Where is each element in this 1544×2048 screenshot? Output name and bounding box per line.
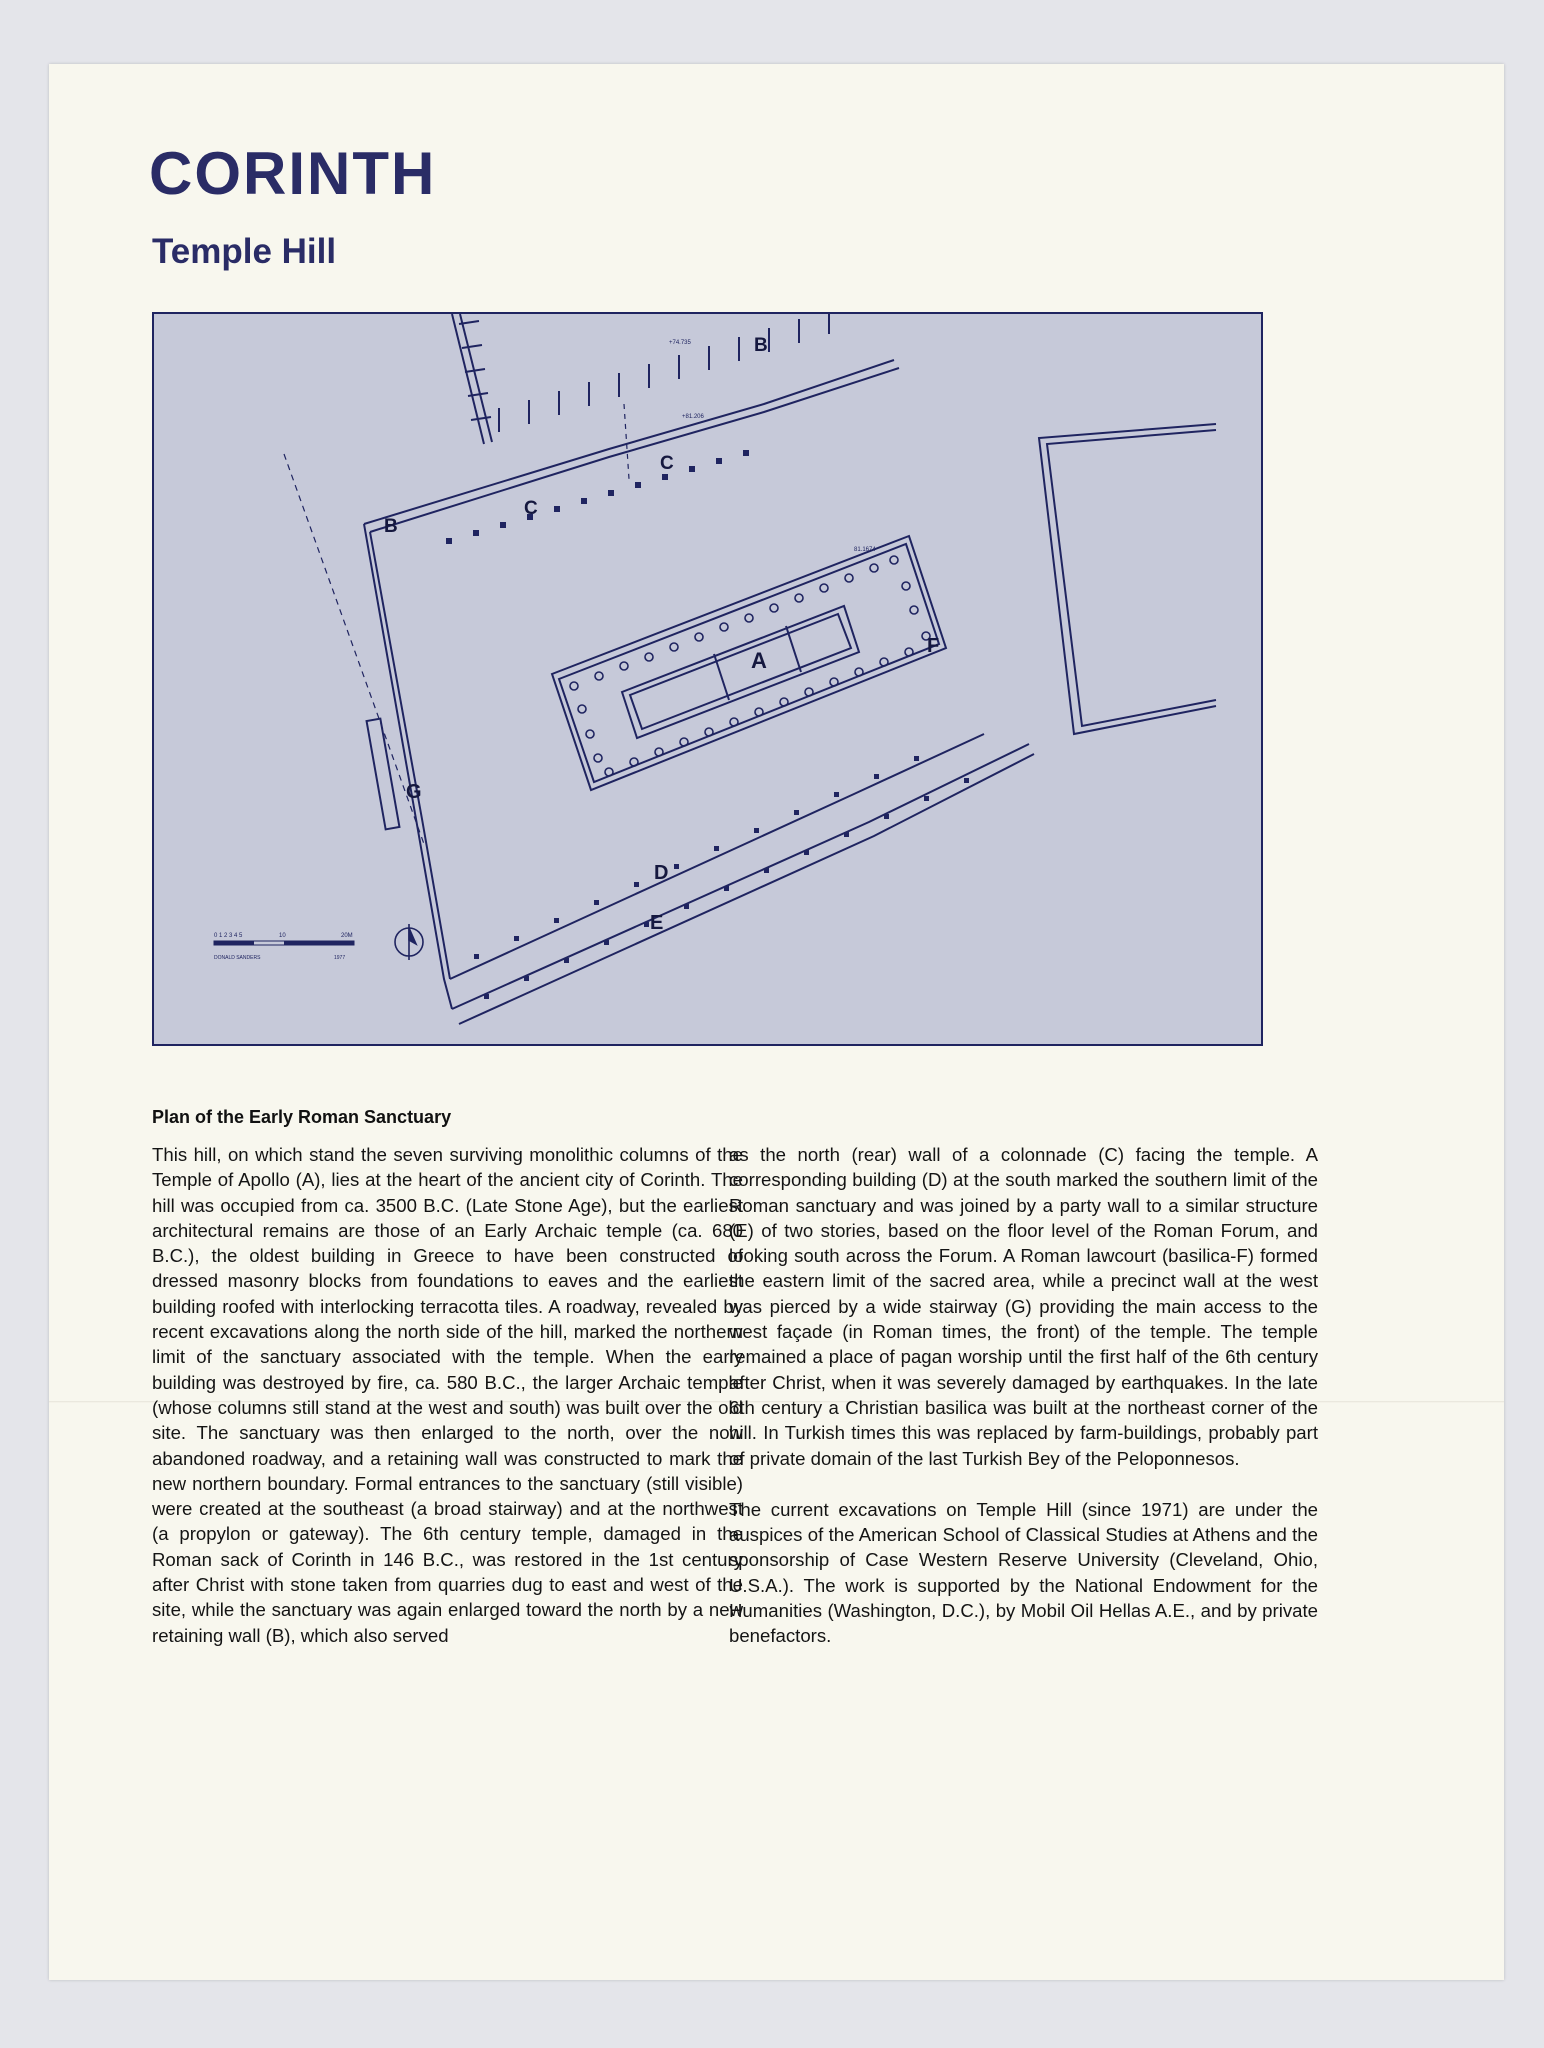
scale-numbers: 0 1 2 3 4 5 <box>214 933 243 939</box>
label-colonnade-c-east: C <box>660 453 674 474</box>
page-subtitle: Temple Hill <box>152 232 337 271</box>
north-wall-b <box>364 360 894 524</box>
label-wall-b-west: B <box>384 516 398 537</box>
south-building-d-wall <box>450 734 984 979</box>
scale-bar <box>214 933 354 961</box>
site-plan <box>152 312 1263 1046</box>
elevation-mark-3: 81.1674 <box>854 547 876 553</box>
label-basilica-f: F <box>927 635 940 657</box>
north-wall-b-inner <box>370 368 899 532</box>
south-colonnade-columns <box>474 756 969 999</box>
plan-caption: Plan of the Early Roman Sanctuary <box>152 1107 452 1127</box>
west-stairway-g <box>367 719 400 830</box>
northwest-rooms-wall-inner <box>460 314 492 442</box>
body-paragraph-right-2: The current excavations on Temple Hill (since 1971) are under the auspices of the American School of Classical Studies at Athens and the sponsorship of Case Western Reserve University (Cleveland, Ohio, U.S.A.). The work is supported by the National Endowment for the Humanities (Washington, D.C.), by Mobil Oil Hellas A.E., and by private benefactors. <box>729 1498 1318 1647</box>
label-temple-a: A <box>751 648 767 673</box>
body-paragraph-left: This hill, on which stand the seven surviving monolithic columns of the Temple of Apollo (A), lies at the heart of the ancient city of Corinth. The hill was occupied from ca. 3500 B.C. (Late Stone Age), but the earliest architectural remains are those of an Early Archaic temple (ca. 680 B.C.), the oldest building in Greece to have been constructed of dressed masonry blocks from foundations to eaves and the earliest building roofed with interlocking terracotta tiles. A roadway, revealed by recent excavations along the north side of the hill, marked the northern limit of the sanctuary associated with the temple. When the early building was destroyed by fire, ca. 580 B.C., the larger Archaic temple (whose columns still stand at the west and south) was built over the old site. The sanctuary was then enlarged to the north, over the now abandoned roadway, and a retaining wall was constructed to mark the new northern boundary. Formal entrances to the sanctuary (still visible) were created at the southeast (a broad stairway) and at the northwest (a propylon or gateway). The 6th century temple, damaged in the Roman sack of Corinth in 146 B.C., was restored in the 1st century after Christ with stone taken from quarries dug to east and west of the site, while the sanctuary was again enlarged toward the north by a new retaining wall (B), which also served <box>152 1144 743 1646</box>
northwest-rooms-wall <box>452 314 484 444</box>
page-title: CORINTH <box>149 140 437 207</box>
label-building-d: D <box>654 862 669 884</box>
elevation-mark-2: +81.206 <box>682 414 704 420</box>
drawing-year: 1977 <box>334 955 346 961</box>
south-building-e-wall <box>452 744 1029 1009</box>
survey-line-2 <box>624 404 629 479</box>
temple-a-cella <box>622 606 859 738</box>
temple-a-stylobate <box>559 544 939 782</box>
scale-mid: 10 <box>279 933 286 939</box>
south-building-e-inner <box>459 754 1034 1024</box>
temple-a-cella-divider-2 <box>786 626 801 672</box>
north-shop-cells <box>459 314 829 432</box>
west-wall <box>364 524 452 1009</box>
temple-a-columns <box>570 556 930 776</box>
north-arrow-icon <box>395 924 423 960</box>
basilica-f-wall <box>1039 424 1216 734</box>
label-wall-b-north: B <box>754 335 768 356</box>
basilica-f-inner <box>1047 430 1216 726</box>
body-column-right <box>729 1142 1318 1649</box>
colonnade-c-columns <box>446 450 749 544</box>
body-column-left <box>152 1142 743 1648</box>
temple-a-cella-divider <box>714 654 729 700</box>
label-building-e: E <box>650 912 664 934</box>
elevation-mark-1: +74.735 <box>669 340 691 346</box>
label-colonnade-c-west: C <box>524 498 538 519</box>
scale-end: 20M <box>341 933 353 939</box>
temple-a-euthynteria <box>552 536 946 790</box>
west-wall-inner <box>370 532 450 979</box>
drafter-credit: DONALD SANDERS <box>214 955 261 961</box>
body-paragraph-right-1: as the north (rear) wall of a colonnade (C) facing the temple. A corresponding building (D) at the south marked the southern limit of the Roman sanctuary and was joined by a party wall to a similar structure (E) of two stories, based on the floor level of the Roman Forum, and looking south across the Forum. A Roman lawcourt (basilica-F) formed the eastern limit of the sacred area, while a precinct wall at the west was pierced by a wide stairway (G) providing the main access to the west façade (in Roman times, the front) of the temple. The temple remained a place of pagan worship until the first half of the 6th century after Christ, when it was severely damaged by earthquakes. In the late 6th century a Christian basilica was built at the northeast corner of the hill. In Turkish times this was replaced by farm-buildings, probably part of private domain of the last Turkish Bey of the Peloponnesos. <box>729 1144 1318 1469</box>
label-stairway-g: G <box>406 781 422 803</box>
